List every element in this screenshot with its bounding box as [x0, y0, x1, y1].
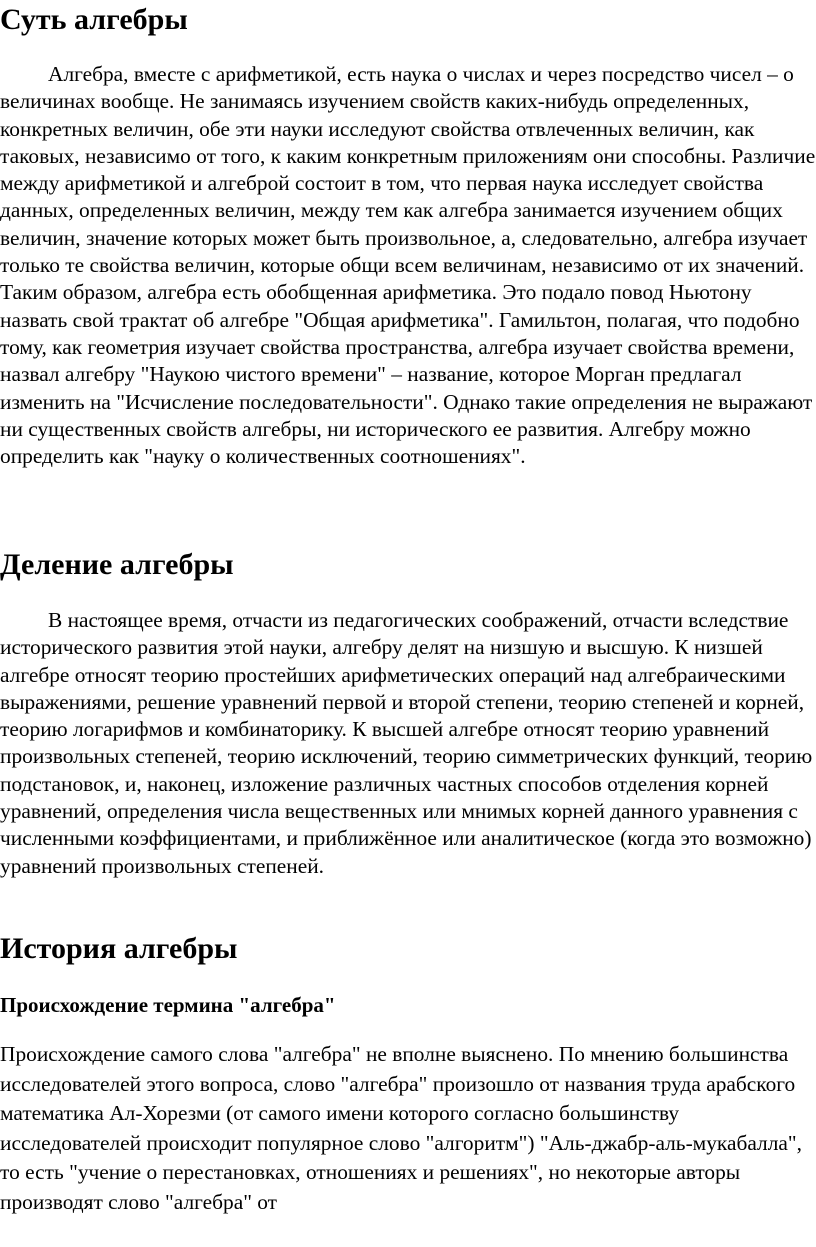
paragraph-division: В настоящее время, отчасти из педагогических соображений, отчасти вследствие исторического развития этой науки, алгебру делят на низшую и высшую. К низшей алгебре относят теорию простейших арифметических операций над алгебраическими выражениями, решение уравнений первой и второй степени, теорию степеней и корней, теорию логарифмов и комбинаторику. К высшей алгебре относят теорию уравнений произвольных степеней, теорию исключений, теорию симметрических функций, теорию подстановок, и, наконец, изложение различных частных способов отделения корней уравнений, определения числа вещественных или мнимых корней данного уравнения с численными коэффициентами, и приближённое или аналитическое (когда это возможно) уравнений произвольных степеней. [0, 608, 813, 878]
heading-history: История алгебры [0, 932, 238, 965]
paragraph-essence: Алгебра, вместе с арифметикой, есть наука о числах и через посредство чисел – о величинах вообще. Не занимаясь изучением свойств каких-нибудь определенных, конкретных величин, обе эти науки исследуют свойства отвлеченных величин, как таковых, независимо от того, к каким конкретным приложениям они способны. Различие между арифметикой и алгеброй состоит в том, что первая наука исследует свойства данных, определенных величин, между тем как алгебра занимается изучением общих величин, значение которых может быть произвольное, а, следовательно, алгебра изучает только те свойства величин, которые общи всем величинам, независимо от их значений. Таким образом, алгебра есть обобщенная арифметика. Это подало повод Ньютону назвать свой трактат об алгебре "Общая арифметика". Гамильтон, полагая, что подобно тому, как геометрия изучает свойства пространства, алгебра изучает свойства времени, назвал алгебру "Наукою чистого времени" – название, которое Морган предлагал изменить на "Исчисление последовательности". Однако такие определения не выражают ни существенных свойств алгебры, ни исторического ее развития. Алгебру можно определить как "науку о количественных соотношениях". [0, 62, 816, 469]
paragraph-term-origin: Происхождение самого слова "алгебра" не вполне выяснено. По мнению большинства исследователей этого вопроса, слово "алгебра" произошло от названия труда арабского математика Ал-Хорезми (от самого имени которого согласно большинству исследователей происходит популярное слово "алгоритм") "Аль-джабр-аль-мукабалла", то есть "учение о перестановках, отношениях и решениях", но некоторые авторы производят слово "алгебра" от [0, 1042, 802, 1214]
heading-essence: Суть алгебры [0, 3, 188, 36]
heading-division: Деление алгебры [0, 548, 234, 581]
subheading-term-origin: Происхождение термина "алгебра" [0, 993, 336, 1017]
